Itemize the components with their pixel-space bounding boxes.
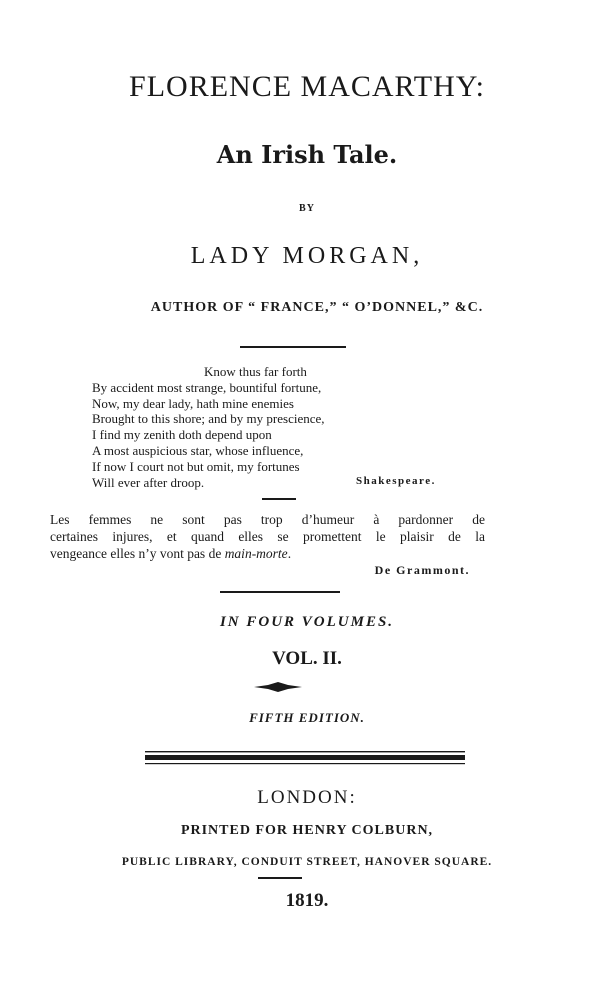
poem-line: If now I court not but omit, my fortunes	[92, 458, 300, 474]
poem-line: I find my zenith doth depend upon	[92, 427, 272, 443]
french-line: certaines injures, et quand elles se promettent le plaisir de la	[50, 529, 485, 544]
imprint-address: PUBLIC LIBRARY, CONDUIT STREET, HANOVER SQUARE.	[121, 856, 493, 868]
epigraph-poem	[92, 364, 492, 490]
divider-rule	[220, 591, 340, 593]
edition-line: FIFTH EDITION.	[249, 710, 365, 725]
poem-attribution: Shakespeare.	[356, 475, 436, 487]
volumes-line: IN FOUR VOLUMES.	[219, 614, 395, 630]
author-of-line: AUTHOR OF “ FRANCE,” “ O’DONNEL,” &C.	[150, 300, 484, 315]
divider-rule	[258, 877, 302, 879]
french-line-suffix: .	[287, 546, 292, 561]
divider-rule	[262, 498, 296, 500]
poem-line: A most auspicious star, whose influence,	[92, 442, 304, 458]
french-attribution: De Grammont.	[374, 563, 470, 577]
imprint-printer: PRINTED FOR HENRY COLBURN,	[180, 823, 434, 838]
book-title: FLORENCE MACARTHY:	[129, 70, 485, 103]
ornament-icon	[254, 680, 302, 694]
french-line-prefix: vengeance elles n’y vont pas de	[50, 546, 225, 561]
poem-line: Brought to this shore; and by my prescience,	[92, 411, 325, 427]
french-line: Les femmes ne sont pas trop d’humeur à pardonner de	[50, 512, 485, 527]
poem-line: Now, my dear lady, hath mine enemies	[92, 395, 294, 411]
double-rule	[145, 750, 465, 766]
poem-line: Will ever after droop.	[92, 474, 205, 490]
divider-rule	[240, 346, 346, 348]
french-line	[50, 545, 485, 562]
author-name: LADY MORGAN,	[190, 243, 424, 269]
book-subtitle: An Irish Tale.	[216, 140, 398, 169]
volume-number: VOL. II.	[272, 648, 342, 669]
poem-line: By accident most strange, bountiful fortune,	[92, 379, 322, 395]
poem-line: Know thus far forth	[204, 364, 307, 379]
epigraph-french	[50, 511, 485, 579]
french-line-italic: main-morte	[224, 546, 288, 561]
by-label: BY	[299, 203, 315, 214]
imprint-city: LONDON:	[257, 787, 357, 808]
imprint-year: 1819.	[285, 890, 329, 911]
